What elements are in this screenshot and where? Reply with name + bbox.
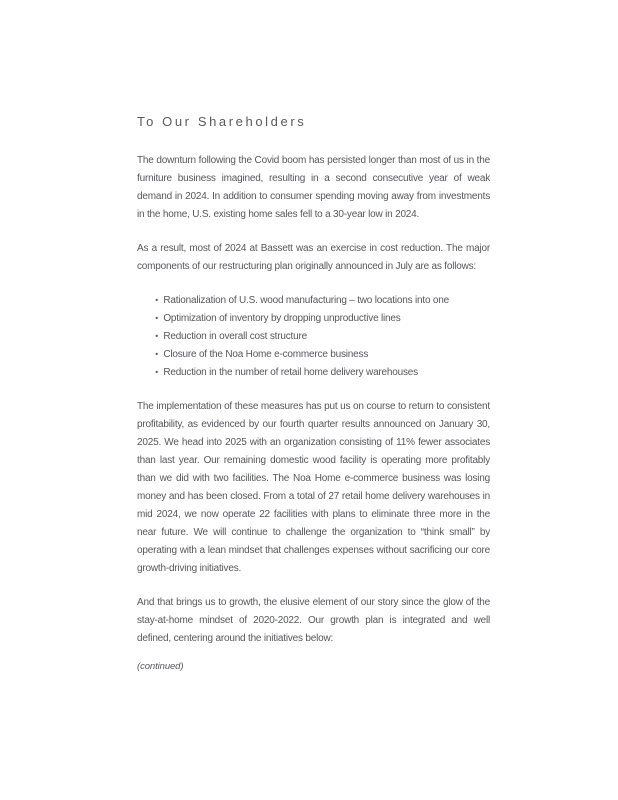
bullet-text: Optimization of inventory by dropping unproductive lines xyxy=(163,313,401,324)
list-item xyxy=(155,346,490,364)
list-item xyxy=(155,292,490,310)
bullet-icon: • xyxy=(155,367,159,378)
bullet-icon: • xyxy=(155,295,159,306)
page-title: To Our Shareholders xyxy=(137,114,307,129)
bullet-text: Rationalization of U.S. wood manufacturing – two locations into one xyxy=(163,295,449,306)
list-item xyxy=(155,364,490,382)
continued-note: (continued) xyxy=(137,661,184,672)
paragraph-cost-reduction: As a result, most of 2024 at Bassett was an exercise in cost reduction. The major components of our restructuring plan originally announced in July are as follows: xyxy=(137,243,490,272)
paragraph-growth: And that brings us to growth, the elusive element of our story since the glow of the stay-at-home mindset of 2020-2022. Our growth plan is integrated and well defined, centering around the initiatives below: xyxy=(137,597,490,644)
bullet-icon: • xyxy=(155,349,159,360)
restructuring-bullet-list xyxy=(137,292,490,382)
bullet-text: Reduction in the number of retail home delivery warehouses xyxy=(163,367,418,378)
bullet-icon: • xyxy=(155,331,159,342)
paragraph-downturn: The downturn following the Covid boom has persisted longer than most of us in the furniture business imagined, resulting in a second consecutive year of weak demand in 2024. In addition to consumer spending moving away from investments in the home, U.S. existing home sales fell to a 30-year low in 2024. xyxy=(137,155,490,220)
list-item xyxy=(155,310,490,328)
bullet-text: Closure of the Noa Home e-commerce business xyxy=(163,349,369,360)
paragraph-implementation: The implementation of these measures has put us on course to return to consistent profitability, as evidenced by our fourth quarter results announced on January 30, 2025. We head into 2025 with an organization consisting of 11% fewer associates than last year. Our remaining domestic wood facility is operating more profitably than we did with two facilities. The Noa Home e-commerce business was losing money and has been closed. From a total of 27 retail home delivery warehouses in mid 2024, we now operate 22 facilities with plans to eliminate three more in the near future. We will continue to challenge the organization to “think small” by operating with a lean mindset that challenges expenses without sacrificing our core growth-driving initiatives. xyxy=(137,401,490,574)
bullet-icon: • xyxy=(155,313,159,324)
bullet-text: Reduction in overall cost structure xyxy=(163,331,307,342)
list-item xyxy=(155,328,490,346)
